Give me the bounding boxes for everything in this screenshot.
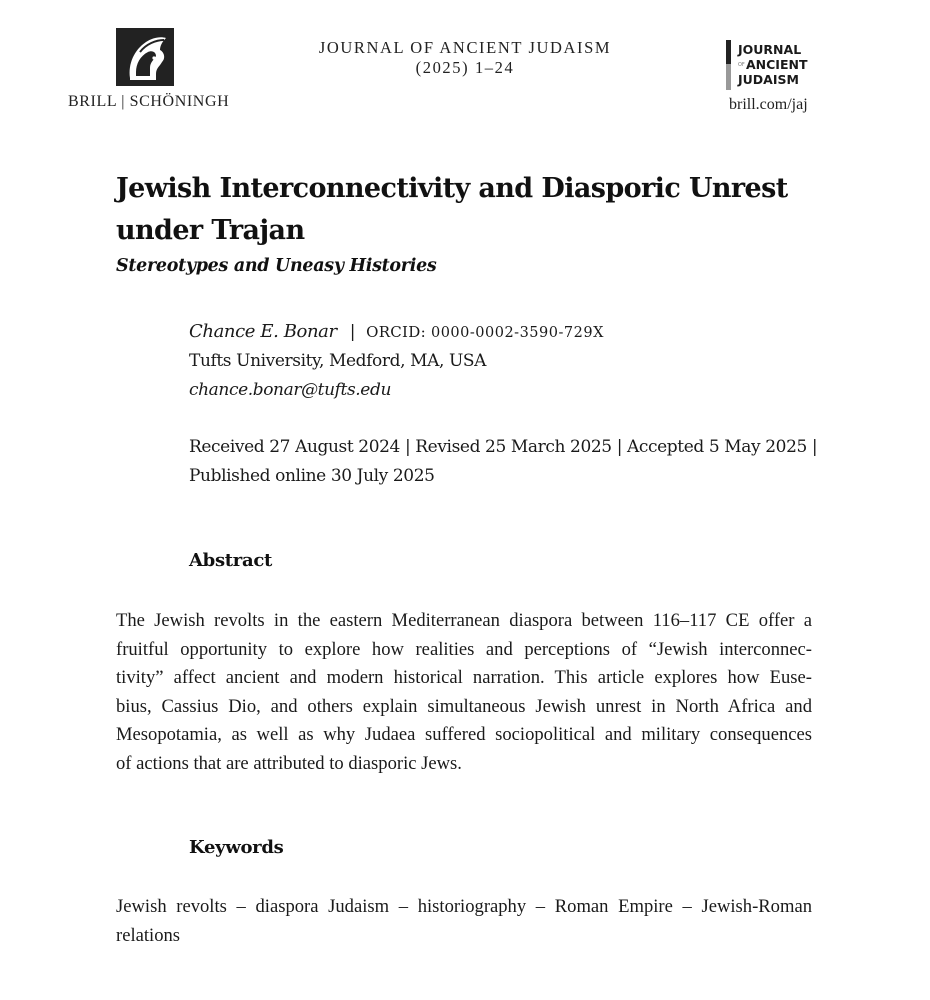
abstract-line: of actions that are attributed to diasporic Jews. [116, 752, 462, 774]
journal-name: JOURNAL OF ANCIENT JUDAISM [318, 38, 612, 57]
abstract-line: Mesopotamia, as well as why Judaea suffered sociopolitical and military consequences [116, 724, 812, 745]
abstract-heading: Abstract [189, 550, 273, 571]
author-email[interactable]: chance.bonar@tufts.edu [189, 380, 391, 400]
jaj-logo-word: JUDAISM [738, 72, 799, 87]
article-title: Jewish Interconnectivity and Diasporic Unrest under Trajan [116, 173, 788, 246]
author-line [189, 321, 604, 342]
article-subtitle: Stereotypes and Uneasy Histories [116, 256, 437, 276]
abstract-line: The Jewish revolts in the eastern Mediterranean diaspora between 116–117 CE offer a [116, 610, 812, 631]
orcid-id[interactable]: 0000-0002-3590-729X [430, 325, 604, 341]
author-separator: | [349, 322, 356, 342]
orcid-label: ORCID: [366, 323, 426, 341]
keywords-heading: Keywords [189, 837, 284, 858]
journal-header [300, 38, 630, 78]
author-name: Chance E. Bonar [189, 321, 337, 342]
jaj-logo-bar-grey [726, 64, 731, 90]
abstract-line: fruitful opportunity to explore how realities and perceptions of “Jewish interconnec- [116, 638, 812, 660]
publication-dates-online: Published online 30 July 2025 [189, 466, 435, 486]
publication-dates: Received 27 August 2024 | Revised 25 March 2025 | Accepted 5 May 2025 | [189, 437, 818, 457]
abstract-text [116, 607, 812, 778]
jaj-logo [726, 40, 816, 92]
jaj-logo-word: JOURNAL [738, 42, 802, 57]
publisher-name: BRILL | SCHÖNINGH [68, 93, 230, 110]
keywords-line: relations [116, 924, 181, 946]
author-affiliation: Tufts University, Medford, MA, USA [189, 351, 487, 371]
journal-url[interactable]: brill.com/jaj [729, 96, 808, 113]
keywords-line: Jewish revolts – diaspora Judaism – historiography – Roman Empire – Jewish-Roman [116, 896, 812, 917]
abstract-line: bius, Cassius Dio, and others explain simultaneous Jewish unrest in North Africa and [116, 695, 812, 717]
keywords-text [116, 893, 812, 950]
brill-logo [116, 28, 174, 86]
journal-issue: (2025) 1–24 [415, 58, 515, 77]
athena-helmet-icon [116, 28, 174, 86]
abstract-line: tivity” affect ancient and modern historical narration. This article explores how Euse- [116, 667, 812, 688]
jaj-logo-word: ANCIENT [746, 57, 808, 72]
jaj-logo-of: OF [738, 62, 745, 68]
